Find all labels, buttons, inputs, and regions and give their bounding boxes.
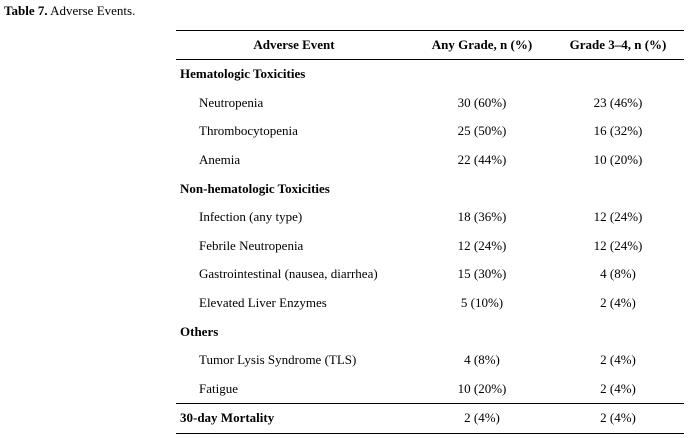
grade-3-4-value: 10 (20%) [593,152,643,168]
table-header [176,31,684,60]
header-adverse-event: Adverse Event [253,37,335,52]
grade-3-4-value: 2 (4%) [600,295,636,311]
grade-3-4-value: 2 (4%) [600,380,636,396]
grade-3-4-value: 23 (46%) [593,94,643,110]
mortality-row [176,404,684,434]
table-body [176,60,684,434]
header-grade-3-4: Grade 3–4, n (%) [569,37,667,52]
any-grade-value: 25 (50%) [457,123,507,139]
any-grade-value: 5 (10%) [460,295,504,311]
mortality-label: 30-day Mortality [176,404,412,434]
header-row [176,31,684,60]
any-grade-value: 18 (36%) [457,209,507,225]
event-name: Neutropenia [199,94,264,110]
any-grade-value: 15 (30%) [457,266,507,282]
event-name: Tumor Lysis Syndrome (TLS) [199,352,357,368]
any-grade-value: 22 (44%) [457,152,507,168]
event-name: Febrile Neutropenia [199,237,304,253]
grade-3-4-value: 12 (24%) [593,237,643,253]
section-title-others: Others [180,323,219,339]
event-name: Thrombocytopenia [199,123,298,139]
any-grade-value: 30 (60%) [457,94,507,110]
any-grade-value: 12 (24%) [457,237,507,253]
section-title-non-hematologic: Non-hematologic Toxicities [180,180,330,196]
table-row [176,146,684,175]
event-name: Gastrointestinal (nausea, diarrhea) [199,266,378,282]
table-caption-label: Table 7. [4,3,48,18]
grade-3-4-value: 4 (8%) [600,266,636,282]
section-title-hematologic: Hematologic Toxicities [180,66,306,82]
section-row-hematologic [176,60,684,89]
event-name: Infection (any type) [199,209,303,225]
grade-3-4-value: 16 (32%) [593,123,643,139]
section-row-non-hematologic [176,174,684,203]
header-any-grade: Any Grade, n (%) [431,37,533,52]
table-caption [4,3,135,19]
table-row [176,117,684,146]
table-row [176,203,684,232]
any-grade-value: 4 (8%) [464,352,500,368]
grade-3-4-value: 2 (4%) [600,352,636,368]
event-name: Fatigue [199,380,238,396]
any-grade-value: 10 (20%) [457,380,507,396]
event-name: Anemia [199,152,241,168]
table-row [176,89,684,118]
table-row [176,260,684,289]
mortality-grade-3-4: 2 (4%) [552,404,684,434]
section-row-others [176,317,684,346]
table-row [176,375,684,404]
adverse-events-table [176,30,684,434]
table-row [176,232,684,261]
table-row [176,289,684,318]
table-caption-text: Adverse Events. [47,3,136,18]
grade-3-4-value: 12 (24%) [593,209,643,225]
table-row [176,346,684,375]
mortality-any-grade: 2 (4%) [412,404,552,434]
event-name: Elevated Liver Enzymes [199,295,327,311]
